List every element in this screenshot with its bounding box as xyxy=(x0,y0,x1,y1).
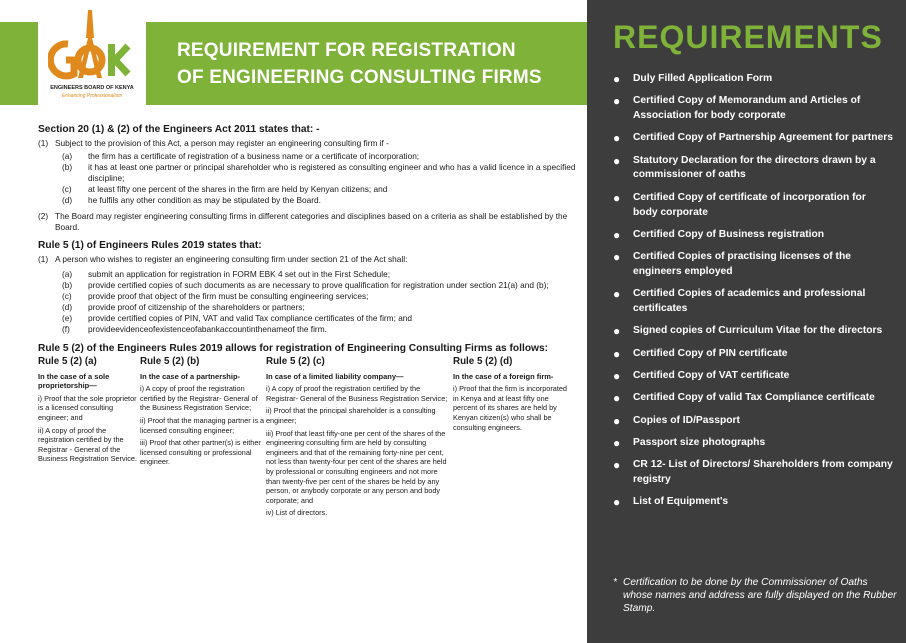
requirement-text: Certified Copy of VAT certificate xyxy=(633,369,790,381)
requirement-item xyxy=(613,131,893,146)
requirement-text: Certified Copy of Partnership Agreement for partners xyxy=(633,132,893,144)
certification-note xyxy=(613,576,898,615)
column-item: iii) Proof that least fifty-one per cent of the shares of the engineering consulting firm are held by consulting engineers and that of the remaining forty-nine per cent, not less than twenty-four per cent of the shares are held by professional or consulting engineers and not more than twenty-five per cent of the shares be held by any person, or anybody corporate or any person and body corporate; and xyxy=(266,428,447,505)
column-case: In case of a limited liability company— xyxy=(266,371,404,381)
requirement-text: Copies of ID/Passport xyxy=(633,414,740,426)
section20-para-2 xyxy=(38,211,578,233)
requirement-text: Certified Copy of PIN certificate xyxy=(633,347,788,359)
requirement-item xyxy=(613,324,893,339)
section20-heading: Section 20 (1) & (2) of the Engineers Act 2011 states that: - xyxy=(38,124,320,135)
para-number: (1) xyxy=(38,254,49,264)
requirement-item xyxy=(613,458,893,488)
bullet-icon: ● xyxy=(613,287,621,302)
column-title: Rule 5 (2) (b) xyxy=(140,356,200,367)
title-line-2: OF ENGINEERING CONSULTING FIRMS xyxy=(177,67,542,88)
item-letter: (c) xyxy=(62,291,72,301)
page-title xyxy=(177,37,582,91)
requirement-item xyxy=(613,72,893,87)
item-text: provideevidenceofexistenceofabankaccountinthenameof the firm. xyxy=(88,324,327,334)
rule-column-a xyxy=(38,357,138,521)
bullet-icon: ● xyxy=(613,435,621,450)
para-text: The Board may register engineering consulting firms in different categories and disciplines based on a criteria as shall be established by the Board. xyxy=(55,211,568,232)
list-item xyxy=(62,162,578,184)
item-letter: (f) xyxy=(62,324,70,334)
requirement-item xyxy=(613,414,893,429)
bullet-icon: ● xyxy=(613,190,621,205)
requirement-text: Certified Copy of valid Tax Compliance certificate xyxy=(633,392,875,404)
list-item xyxy=(62,324,578,335)
para-text: A person who wishes to register an engineering consulting firm under section 21 of the Act shall: xyxy=(55,254,408,264)
bullet-icon: ● xyxy=(613,458,621,473)
bullet-icon: ● xyxy=(613,413,621,428)
requirement-text: List of Equipment's xyxy=(633,496,729,508)
rule5-2-columns xyxy=(38,357,578,521)
requirement-item xyxy=(613,94,893,124)
column-case: In the case of a sole proprietorship— xyxy=(38,371,110,391)
main-content xyxy=(38,124,578,521)
logo-name: ENGINEERS BOARD OF KENYA xyxy=(50,85,134,91)
item-text: provide certified copies of such documents as are necessary to prove qualification for registration under section 21(a) and (b); xyxy=(88,280,549,290)
item-letter: (a) xyxy=(62,151,73,161)
bullet-icon: ● xyxy=(613,94,621,109)
bullet-icon: ● xyxy=(613,153,621,168)
item-letter: (b) xyxy=(62,162,73,172)
column-item: iv) List of directors. xyxy=(266,508,328,518)
column-item: i) Proof that the firm is incorporated in Kenya and at least fifty one percent of its shares are held by Kenyan citizen(s) who shall be consulting engineers. xyxy=(453,384,567,432)
ebk-logo xyxy=(38,0,146,111)
requirements-title: REQUIREMENTS xyxy=(613,19,883,55)
item-letter: (d) xyxy=(62,302,73,312)
list-item xyxy=(62,291,578,302)
bullet-icon: ● xyxy=(613,131,621,146)
rule-column-d xyxy=(453,357,571,521)
column-title: Rule 5 (2) (c) xyxy=(266,356,325,367)
column-item: i) A copy of proof the registration certified by the Registrar- General of the Business Registration Service; xyxy=(140,384,258,413)
column-item: iii) Proof that other partner(s) is either licensed consulting or professional engineer. xyxy=(140,438,261,467)
title-line-1: REQUIREMENT FOR REGISTRATION xyxy=(177,40,516,61)
requirement-text: Passport size photographs xyxy=(633,436,766,448)
list-item xyxy=(62,195,578,206)
requirement-text: Signed copies of Curriculum Vitae for the directors xyxy=(633,325,883,337)
para-text: Subject to the provision of this Act, a person may register an engineering consulting firm if - xyxy=(55,138,389,148)
column-case: In the case of a foreign firm- xyxy=(453,371,554,381)
list-item xyxy=(62,151,578,162)
item-text: provide proof of citizenship of the shareholders or partners; xyxy=(88,302,305,312)
requirement-item xyxy=(613,495,893,510)
column-item: ii) Proof that the principal shareholder is a consulting engineer; xyxy=(266,406,436,425)
rule5-2-heading: Rule 5 (2) of the Engineers Rules 2019 allows for registration of Engineering Consulting Firms as follows: xyxy=(38,343,549,354)
requirement-item xyxy=(613,228,893,243)
column-title: Rule 5 (2) (d) xyxy=(453,356,513,367)
requirement-text: Statutory Declaration for the directors drawn by a commissioner of oaths xyxy=(633,154,876,181)
requirement-text: Certified Copies of practising licenses of the engineers employed xyxy=(633,251,851,277)
column-item: i) A copy of proof the registration certified by the Registrar- General of the Business Registration Service; xyxy=(266,384,448,403)
list-item xyxy=(62,184,578,195)
list-item xyxy=(62,302,578,313)
asterisk: * xyxy=(613,577,617,588)
item-letter: (c) xyxy=(62,184,72,194)
item-letter: (b) xyxy=(62,280,73,290)
item-text: he fulfils any other condition as may be stipulated by the Board. xyxy=(88,195,321,205)
item-text: it has at least one partner or principal shareholder who is registered as consulting engineer and who has a valid licence in a specified discipline; xyxy=(88,162,576,183)
bullet-icon: ● xyxy=(613,495,621,510)
bullet-icon: ● xyxy=(613,250,621,265)
para-number: (1) xyxy=(38,138,49,148)
requirement-item xyxy=(613,154,893,184)
section20-para-1 xyxy=(38,138,578,149)
requirement-item xyxy=(613,369,893,384)
column-item: ii) A copy of proof the registration certified by the Registrar - General of the Business Registration Service. xyxy=(38,425,137,464)
column-item: i) Proof that the sole proprietor is a licensed consulting engineer; and xyxy=(38,393,137,422)
bullet-icon: ● xyxy=(613,324,621,339)
logo-mark-icon xyxy=(48,8,136,86)
bullet-icon: ● xyxy=(613,391,621,406)
requirement-item xyxy=(613,287,893,317)
rule-column-b xyxy=(140,357,266,521)
bullet-icon: ● xyxy=(613,368,621,383)
rule5-1-heading: Rule 5 (1) of Engineers Rules 2019 states that: xyxy=(38,240,262,251)
requirement-item xyxy=(613,347,893,362)
rule-column-c xyxy=(266,357,451,521)
bullet-icon: ● xyxy=(613,346,621,361)
requirement-text: Duly Filled Application Form xyxy=(633,73,773,84)
requirements-list xyxy=(613,72,893,518)
column-case: In the case of a partnership- xyxy=(140,371,241,381)
requirement-text: Certified Copy of Business registration xyxy=(633,228,825,240)
note-text: Certification to be done by the Commissioner of Oaths whose names and address are fully displayed on the Rubber Stamp. xyxy=(623,577,897,614)
requirement-text: Certified Copy of certificate of incorporation for body corporate xyxy=(633,191,866,218)
item-text: provide proof that object of the firm must be consulting engineering services; xyxy=(88,291,369,301)
item-letter: (e) xyxy=(62,313,73,323)
bullet-icon: ● xyxy=(613,72,621,86)
item-text: at least fifty one percent of the shares in the firm are held by Kenyan citizens; and xyxy=(88,184,388,194)
requirement-item xyxy=(613,191,893,221)
requirement-item xyxy=(613,250,893,280)
requirement-item xyxy=(613,391,893,406)
item-letter: (d) xyxy=(62,195,73,205)
list-item xyxy=(62,280,578,291)
item-text: provide certified copies of PIN, VAT and valid Tax compliance certificates of the firm; and xyxy=(88,313,413,323)
requirement-text: Certified Copies of academics and professional certificates xyxy=(633,288,866,315)
column-item: ii) Proof that the managing partner is a licensed consulting engineer; xyxy=(140,415,265,435)
item-letter: (a) xyxy=(62,269,73,279)
item-text: submit an application for registration in FORM EBK 4 set out in the First Schedule; xyxy=(88,269,391,279)
list-item xyxy=(62,269,578,280)
column-title: Rule 5 (2) (a) xyxy=(38,356,97,367)
logo-tagline: Enhancing Professionalism xyxy=(61,93,123,99)
item-text: the firm has a certificate of registration of a business name or a certificate of incorporation; xyxy=(88,151,420,161)
requirement-item xyxy=(613,436,893,451)
list-item xyxy=(62,313,578,324)
rule5-1-para xyxy=(38,254,578,265)
para-number: (2) xyxy=(38,211,49,221)
requirement-text: CR 12- List of Directors/ Shareholders from company registry xyxy=(633,459,893,485)
requirement-text: Certified Copy of Memorandum and Articles of Association for body corporate xyxy=(633,95,861,122)
bullet-icon: ● xyxy=(613,227,621,242)
requirements-panel xyxy=(587,0,906,643)
